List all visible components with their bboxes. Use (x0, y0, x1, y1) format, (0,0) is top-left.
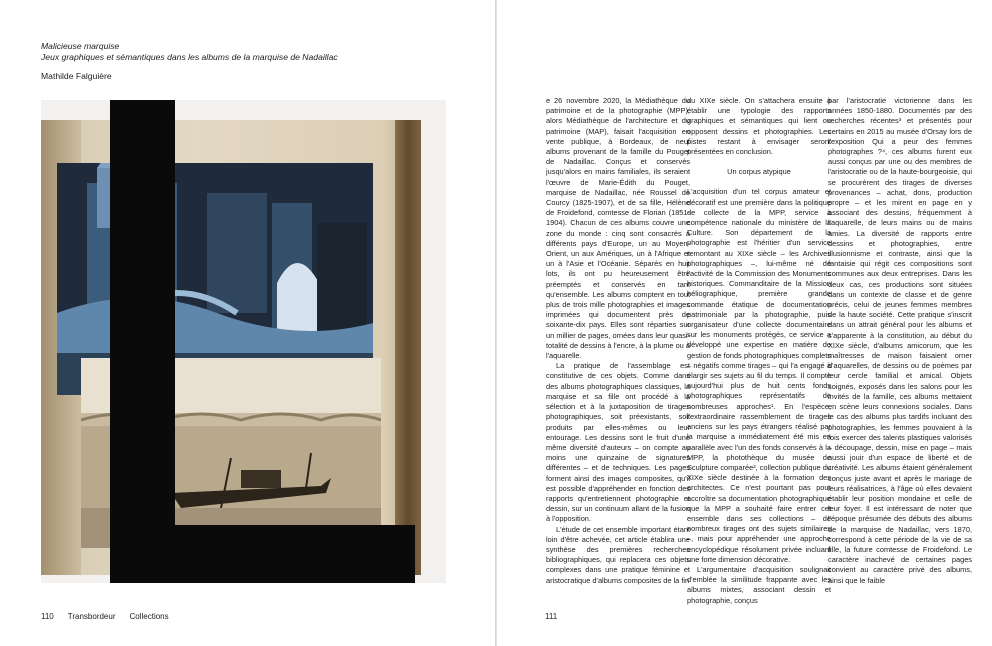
album-open-page (41, 120, 421, 575)
paragraph: L'acquisition d'un tel corpus amateur et décoratif est une première dans la politique de collecte de la MPP, service à compétence nationale du ministère de la Culture. Son département de la photographie est l'héritier d'un service remontant au XIXe siècle – les Archives photographiques –, lui-même né de l'activité de la Commission des Monuments historiques. Commanditaire de la Mission héliographique, première grande commande étatique de documentation patrimoniale par la photographie, puis organisateur d'une collecte documentaire sur les monuments protégés, ce service a développé une expertise en matière de gestion de fonds photographiques complets – négatifs comme tirages – qui l'a engagé à élargir ses sujets au fil du temps. Il compte aujourd'hui plus de huit cents fonds photographiques représentatifs de nombreuses approches¹. En l'espèce, l'extraordinaire rassemblement de tirages anciens sur les pays étrangers réalisé par la marquise a immédiatement été mis en parallèle avec l'un des fonds conservés à la MPP, la photothèque du musée de Sculpture comparée², collection publique du XIXe siècle destinée à la formation des architectes. Ce n'est pourtant pas pour accroître sa documentation photographique que la MPP a souhaité faire entrer cet ensemble dans ses collections – de nombreux tirages ont des sujets similaires –, mais pour appréhender une approche encyclopédique résolument privée incluant une forte dimension décorative. (687, 187, 831, 564)
left-folio (41, 612, 183, 622)
album-page-figure (41, 100, 446, 583)
section-heading: Un corpus atypique (727, 167, 791, 177)
paragraph: e 26 novembre 2020, la Médiathèque du patrimoine et de la photographie (MPP), alors Médiathèque de l'architecture et du patrimoine (MAP), faisait l'acquisition en vente publique, à Bordeaux, de neuf albums provenant de la famille du Pouget de Nadaillac. Conçus et conservés jusqu'alors en mains familiales, ils seraient l'œuvre de Marie-Édith du Pouget, marquise de Nadaillac, née Roussel de Courcy (1825-1907), et de sa fille, Hélène de Froidefond, comtesse de Florian (1851-1904). Chacun de ces albums couvre une zone du monde : cinq sont consacrés à différents pays d'Europe, un au Moyen-Orient, un aux Amériques, un à l'Afrique et un à l'Asie et l'Océanie. Séparés en huit lots, ils ont pu heureusement être préemptés et conservés en tant qu'ensemble. Les albums comptent en tout plus de trois mille photographies et images imprimées qui documentent près de soixante-dix pays. Elles sont réparties sur un millier de pages, ornées dans leur quasi-totalité de dessins à l'encre, à la plume ou à l'aquarelle. (546, 96, 690, 361)
black-redaction-bar-vertical (110, 100, 175, 583)
black-redaction-bar-horizontal (110, 525, 415, 583)
paragraph: L'étude de cet ensemble important étant loin d'être achevée, cet article établira une synthèse des premières recherches bibliographiques, qui replacera ces objets complexes dans une pratique féminine et aristocratique d'albums composites de la fin (546, 524, 690, 585)
text-column-1 (546, 96, 690, 586)
journal-name: Transbordeur (67, 612, 116, 621)
article-header (41, 41, 461, 82)
text-column-3 (828, 96, 972, 586)
section-name: Collections (129, 612, 169, 621)
paragraph: L'argumentaire d'acquisition soulignait d'emblée la similitude frappante avec les albums mixtes, associant dessin et photographie, conçus (687, 564, 831, 605)
paragraph: du XIXe siècle. On s'attachera ensuite à établir une typologie des rapports graphiques et sémantiques qui lient ou opposent dessins et photographies. Les pistes restant à envisager seront présentées en conclusion. (687, 96, 831, 157)
paragraph: La pratique de l'assemblage est constitutive de ces objets. Comme dans des albums photographiques classiques, la marquise et sa fille ont procédé à la sélection et à la juxtaposition de tirages photographiques, soit préexistants, soit produits par elles-mêmes ou leur entourage. Les dessins sont le fruit d'une même diversité d'auteurs – on compte au moins une quinzaine de signatures différentes – et de techniques. Les pages forment ainsi des images composites, qu'il est possible d'appréhender en fonction des rapports qu'entretiennent photographie et dessin, sur un continuum allant de la fusion à l'opposition. (546, 361, 690, 524)
text-column-2 (687, 96, 831, 606)
right-page (497, 0, 992, 646)
article-title: Malicieuse marquise (41, 41, 120, 51)
album-spine (395, 120, 421, 575)
paragraph: par l'aristocratie victorienne dans les années 1850-1880. Documentés par des recherches récentes³ et présentés pour certains en 2015 au musée d'Orsay lors de l'exposition Qui a peur des femmes photographes ?⁴, ces albums furent eux aussi conçus par une ou des membres de l'aristocratie ou de la haute-bourgeoisie, qui se procurèrent des tirages de diverses provenances – achat, dons, production propre – et les mirent en page en y associant des dessins, fréquemment à l'aquarelle, de leurs mains ou de mains amies. La diversité de rapports entre dessins et photographies, entre illusionnisme et contraste, ainsi que la fantaisie qui régit ces compositions sont communes aux deux entreprises. Dans les deux cas, ces productions sont situées dans un contexte de classe et de genre précis, celui de jeunes femmes membres de la haute société. Cette pratique s'inscrit dans un attrait général pour les albums et s'apparente à la constitution, au début du XIXe siècle, d'albums amicorum, que les maîtresses de maison faisaient orner d'aquarelles, de dessins ou de poèmes par leur cercle familial et amical. Objets soignés, exposés dans les salons pour les invités de la famille, ces albums mettaient en scène leurs connexions sociales. Dans le cas des albums plus tardifs incluant des photographies, les femmes pouvaient à la fois exercer des talents plastiques valorisés – découpage, dessin, mise en page – mais aussi jouir d'un espace de liberté et de créativité. Les albums étaient généralement conçus juste avant et après le mariage de leurs réalisatrices, à l'âge où elles devaient établir leur position mondaine et celle de leur foyer. Il est intéressant de noter que l'époque présumée des débuts des albums de la marquise de Nadaillac, vers 1870, correspond à cette période de la vie de sa fille, la future comtesse de Froidefond. Le caractère inachevé de certaines pages convient au caractère privé des albums, ainsi que le faible (828, 96, 972, 585)
page-number-left: 110 (41, 612, 54, 621)
page-number-right: 111 (545, 612, 558, 621)
article-author: Mathilde Falguière (41, 71, 112, 81)
article-subtitle: Jeux graphiques et sémantiques dans les albums de la marquise de Nadaillac (41, 52, 338, 62)
